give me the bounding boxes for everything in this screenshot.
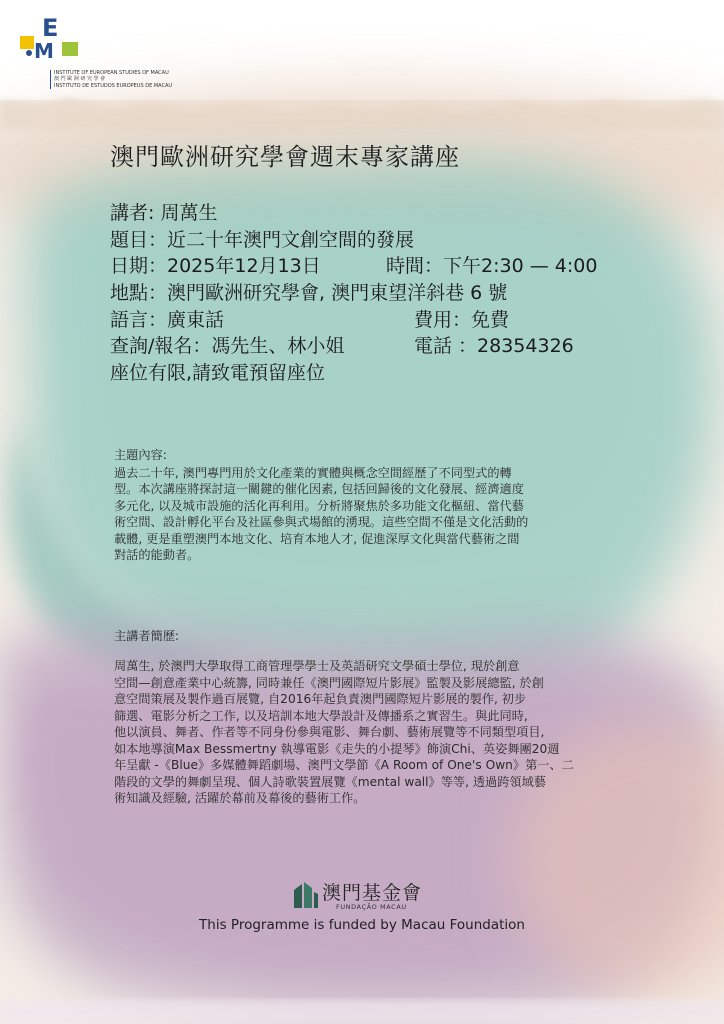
seating-note: 座位有限,請致電預留座位: [110, 362, 326, 385]
bio-line: 篩選、電影分析之工作, 以及培訓本地大學設計及傳播系之實習生。與此同時,: [114, 708, 528, 723]
org-name: [54, 70, 172, 89]
bio-section: [114, 658, 614, 807]
macau-foundation-logo: [292, 878, 432, 914]
bio-line: 年呈獻 -《Blue》多媒體舞蹈劇場、澳門文學節《A Room of One's Own》第一、二: [114, 758, 574, 772]
logo-yellow-square: [20, 36, 34, 49]
bio-line: 階段的文學的舞劇呈現、個人詩歌裝置展覽《mental wall》等等, 透過跨領域藝: [114, 774, 546, 789]
bio-line: 空間—創意產業中心統籌, 同時兼任《澳門國際短片影展》監製及影展總監, 於創: [114, 675, 544, 690]
iesm-logo: [20, 14, 190, 89]
bio-line: 術知識及經驗, 活躍於幕前及幕後的藝術工作。: [114, 791, 366, 805]
theme-line: 載體, 更是重塑澳門本地文化、培育本地人才, 促進深厚文化與當代藝術之間: [114, 531, 520, 546]
bio-line: 周萬生, 於澳門大學取得工商管理學學士及英語研究文學碩士學位, 現於創意: [114, 659, 520, 673]
logo-letter-m: M: [34, 39, 54, 60]
foundation-name-pt: FUNDAÇÃO MACAU: [336, 903, 407, 911]
date-text: 日期：2025年12月13日: [110, 255, 321, 278]
theme-line: 術空間、設計孵化平台及社區參與式場館的湧現。這些空間不僅是文化活動的: [114, 515, 529, 529]
fee-text: 費用：免費: [414, 308, 510, 331]
foundation-emblem-icon: [292, 880, 320, 910]
date-time-line: [110, 253, 690, 280]
enquiry-text: 查詢/報名：馮先生、林小姐: [110, 335, 345, 358]
bio-line: 他以演員、舞者、作者等不同身份參與電影、舞台劇、藝術展覽等不同類型項目,: [114, 725, 545, 739]
language-fee-line: [110, 307, 690, 334]
foundation-name-zh: 澳門基金會: [322, 882, 423, 904]
theme-line: 過去二十年, 澳門專門用於文化產業的實體與概念空間經歷了不同型式的轉: [114, 465, 512, 480]
theme-line: 型。本次講座將探討這一關鍵的催化因素, 包括回歸後的文化發展、經濟適度: [114, 482, 524, 496]
logo-divider: [50, 70, 51, 89]
theme-line: 多元化, 以及城市設施的活化再利用。分析將聚焦於多功能文化樞紐、當代藝: [114, 498, 524, 513]
theme-line: 對話的能動者。: [114, 548, 200, 562]
phone-text: 電話 ：28354326: [414, 335, 574, 358]
time-text: 時間：下午2:30 — 4:00: [386, 255, 598, 278]
event-info: [110, 200, 690, 387]
topic-line: 題目：近二十年澳門文創空間的發展: [110, 228, 415, 251]
iesm-logo-mark: [20, 14, 82, 60]
org-name-pt: INSTITUTO DE ESTUDOS EUROPEUS DE MACAU: [54, 82, 173, 89]
page-title: 澳門歐洲研究學會週末專家講座: [110, 143, 460, 171]
org-name-en: INSTITUTE OF EUROPEAN STUDIES OF MACAU: [54, 70, 169, 76]
bio-line: 意空間策展及製作過百展覽, 自2016年起負責澳門國際短片影展的製作, 初步: [114, 692, 527, 706]
bio-heading: 主講者簡歷:: [114, 629, 180, 643]
enquiry-phone-line: [110, 333, 690, 360]
theme-section: [114, 447, 614, 564]
org-name-zh: 澳 門 歐 洲 研 究 學 會: [54, 76, 106, 83]
speaker-line: 講者: 周萬生: [110, 202, 218, 224]
venue-line: 地點：澳門歐洲研究學會, 澳門東望洋斜巷 6 號: [110, 282, 508, 305]
logo-letter-e: E: [42, 14, 59, 42]
funding-statement: This Programme is funded by Macau Foundation: [199, 917, 525, 933]
logo-green-square: [62, 42, 78, 56]
theme-heading: 主題內容:: [114, 448, 167, 462]
bio-line: 如本地導演Max Bessmertny 執導電影《走失的小提琴》飾演Chi、英姿舞團20週: [114, 741, 560, 756]
language-text: 語言：廣東話: [110, 308, 225, 331]
